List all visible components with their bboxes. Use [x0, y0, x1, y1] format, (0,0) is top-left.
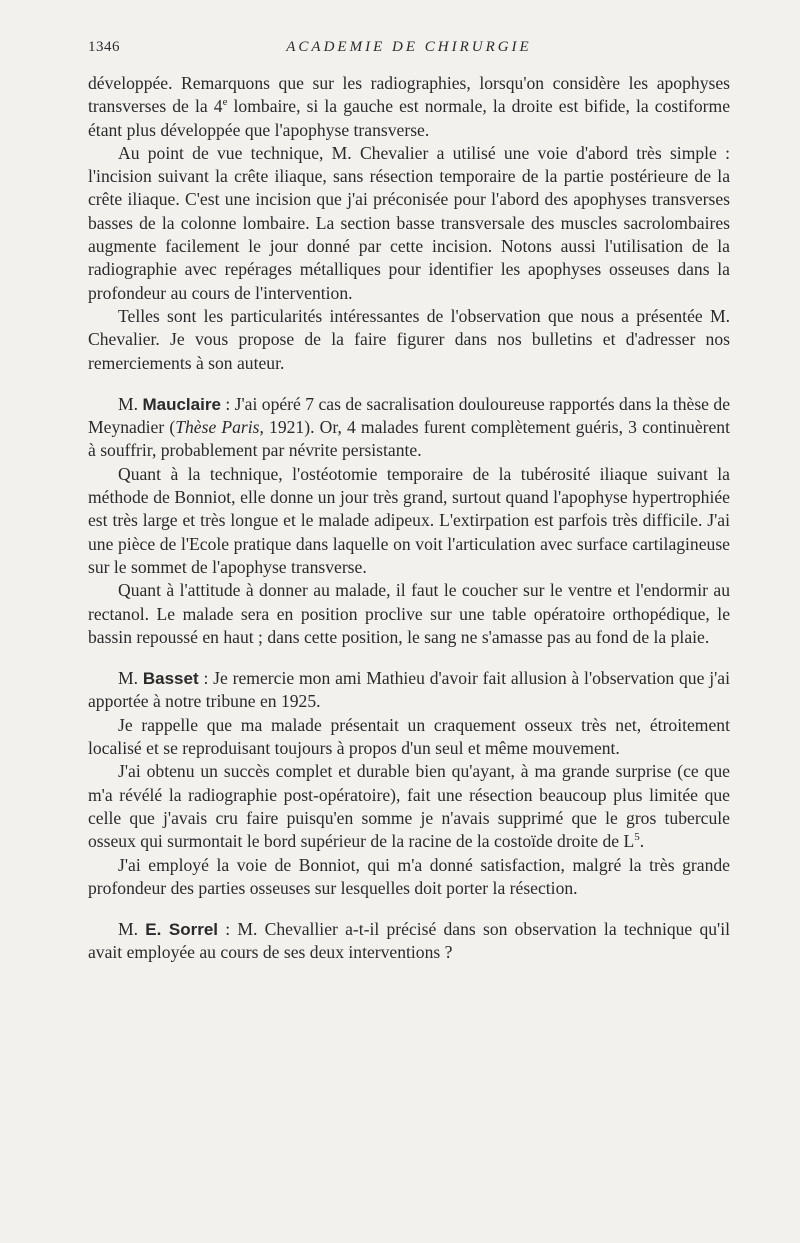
- paragraph-conclusion: Telles sont les particularités intéressantes de l'observation que nous a présentée M. Chevalier. Je vous propose de la faire figurer dans nos bulletins et d'adresser nos remerciements à son auteur.: [88, 305, 730, 373]
- body-text: [88, 72, 730, 965]
- speech-basset: M. Basset : Je remercie mon ami Mathieu d'avoir fait allusion à l'observation que j'ai apportée à notre tribune en 1925.: [88, 668, 730, 712]
- page-header: [88, 32, 730, 62]
- speech-mauclaire: M. Mauclaire : J'ai opéré 7 cas de sacralisation douloureuse rapportés dans la thèse de Meynadier (Thèse Paris, 1921). Or, 4 malades furent complètement guéris, 3 continuèrent à souffrir, probablement par névrite persistante.: [88, 393, 730, 461]
- speaker-name: E. Sorrel: [145, 920, 218, 940]
- document-page: [88, 32, 730, 965]
- paragraph-basset-voie: J'ai employé la voie de Bonniot, qui m'a donné satisfaction, malgré la très grande profondeur des parties osseuses sur lesquelles doit porter la résection.: [88, 854, 730, 898]
- paragraph-basset-succes: J'ai obtenu un succès complet et durable bien qu'ayant, à ma grande surprise (ce que m'a révélé la radiographie post-opératoire), fait une résection beaucoup plus limitée que celle que j'avais cru faire puisqu'en somme je n'avais supprimé que le gros tubercule osseux qui surmontait le bord supérieur de la racine de la costoïde droite de $L^5$.: [88, 761, 730, 852]
- speaker-name: Mauclaire: [142, 394, 221, 414]
- speech-sorrel: M. E. Sorrel : M. Chevallier a-t-il précisé dans son observation la technique qu'il avait employée au cours de ses deux interventions ?: [88, 919, 730, 963]
- paragraph-mauclaire-attitude: Quant à l'attitude à donner au malade, il faut le coucher sur le ventre et l'endormir au rectanol. Le malade sera en position proclive sur une table opératoire orthopédique, le bassin repoussé en haut ; dans cette position, le sang ne s'amasse pas au fond de la plaie.: [88, 580, 730, 647]
- paragraph-mauclaire-technique: Quant à la technique, l'ostéotomie temporaire de la tubérosité iliaque suivant la méthode de Bonniot, elle donne un jour très grand, surtout quand l'apophyse hypertrophiée est très large et très longue et le malade adipeux. L'extirpation est parfois très difficile. J'ai une pièce de l'Ecole pratique dans laquelle on voit l'articulation avec surface cartilagineuse sur le sommet de l'apophyse transverse.: [88, 463, 730, 577]
- page-number: 1346: [88, 39, 120, 55]
- running-title: ACADEMIE DE CHIRURGIE: [286, 39, 532, 55]
- paragraph-basset-craquement: Je rappelle que ma malade présentait un craquement osseux très net, étroitement localisé et se reproduisant toujours à propos d'un seul et même mouvement.: [88, 714, 730, 759]
- speaker-name: Basset: [142, 669, 199, 689]
- paragraph-technique: Au point de vue technique, M. Chevalier a utilisé une voie d'abord très simple : l'incision suivant la crête iliaque, sans résection temporaire de la partie postérieure de la crête iliaque. C'est une incision que j'ai préconisée pour l'abord des apophyses transverses basses de la colonne lombaire. La section basse transversale des muscles sacrolombaires augmente facilement le jour donné par cette incision. Notons aussi l'utilisation de la radiographie avec repérages métalliques pour identifier les apophyses osseuses dans la profondeur au cours de l'intervention.: [88, 142, 730, 303]
- paragraph-continuation: développée. Remarquons que sur les radiographies, lorsqu'on considère les apophyses transverses de la 4e lombaire, si la gauche est normale, la droite est bifide, la costiforme étant plus développée que l'apophyse transverse.: [88, 73, 730, 140]
